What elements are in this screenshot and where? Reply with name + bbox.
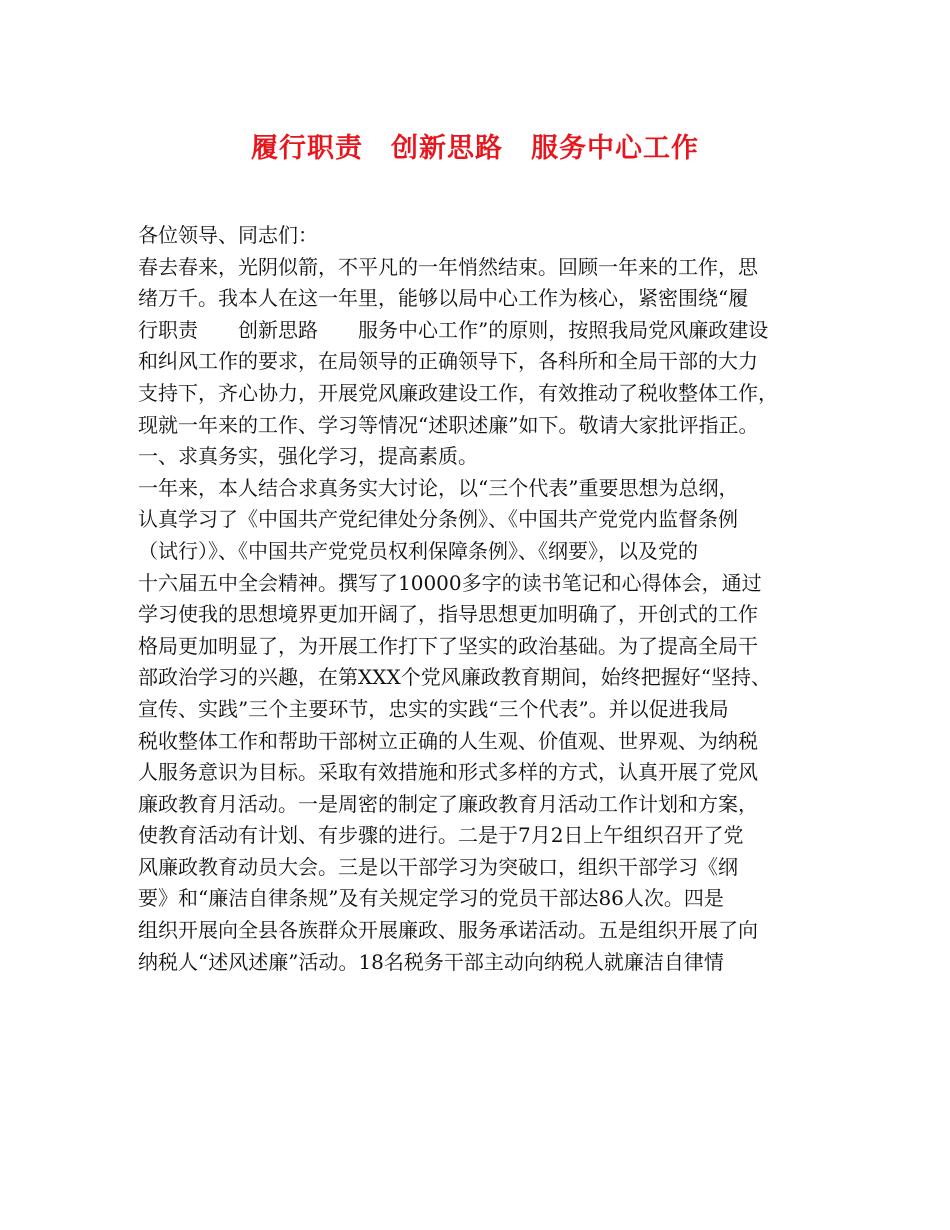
document-body xyxy=(138,220,838,978)
section-heading: 一、求真务实，强化学习，提高素质。 xyxy=(138,444,478,469)
body-line: 和纠风工作的要求，在局领导的正确领导下，各科所和全局干部的大力 xyxy=(138,349,758,374)
body-line: 十六届五中全会精神。撰写了10000多字的读书笔记和心得体会，通过 xyxy=(138,570,762,595)
body-line: 纳税人“述风述廉”活动。18名税务干部主动向纳税人就廉洁自律情 xyxy=(138,949,724,974)
body-line: 部政治学习的兴趣，在第XXX个党风廉政教育期间，始终把握好“坚持、 xyxy=(138,665,771,690)
body-line: 人服务意识为目标。采取有效措施和形式多样的方式，认真开展了党风 xyxy=(138,760,758,785)
body-line: 组织开展向全县各族群众开展廉政、服务承诺活动。五是组织开展了向 xyxy=(138,918,758,943)
body-line: 使教育活动有计划、有步骤的进行。二是于7月2日上午组织召开了党 xyxy=(138,823,744,848)
document-title: 履行职责 创新思路 服务中心工作 xyxy=(251,133,699,164)
body-line: 要》和“廉洁自律条规”及有关规定学习的党员干部达86人次。四是 xyxy=(138,886,724,911)
body-line: （试行）》、《中国共产党党员权利保障条例》、《纲要》，以及党的 xyxy=(138,538,698,563)
body-line: 一年来，本人结合求真务实大讨论，以“三个代表”重要思想为总纲， xyxy=(138,475,739,500)
body-line: 认真学习了《中国共产党纪律处分条例》、《中国共产党党内监督条例 xyxy=(138,507,738,532)
body-line: 宣传、实践”三个主要环节，忠实的实践“三个代表”。并以促进我局 xyxy=(138,696,729,721)
body-line: 学习使我的思想境界更加开阔了，指导思想更加明确了，开创式的工作 xyxy=(138,602,758,627)
body-line: 格局更加明显了，为开展工作打下了坚实的政治基础。为了提高全局干 xyxy=(138,633,758,658)
body-line: 行职责 创新思路 服务中心工作”的原则，按照我局党风廉政建设 xyxy=(138,317,769,342)
body-line: 各位领导、同志们： xyxy=(138,223,318,247)
body-line: 绪万千。我本人在这一年里，能够以局中心工作为核心，紧密围绕“履 xyxy=(138,286,749,311)
body-line: 廉政教育月活动。一是周密的制定了廉政教育月活动工作计划和方案， xyxy=(138,791,758,816)
body-line: 支持下，齐心协力，开展党风廉政建设工作，有效推动了税收整体工作， xyxy=(138,380,778,405)
body-line: 现就一年来的工作、学习等情况“述职述廉”如下。敬请大家批评指正。 xyxy=(138,412,759,437)
body-line: 税收整体工作和帮助干部树立正确的人生观、价值观、世界观、为纳税 xyxy=(138,728,758,753)
body-line: 风廉政教育动员大会。三是以干部学习为突破口，组织干部学习《纲 xyxy=(138,854,738,879)
body-line: 春去春来，光阴似箭，不平凡的一年悄然结束。回顾一年来的工作，思 xyxy=(138,254,758,279)
